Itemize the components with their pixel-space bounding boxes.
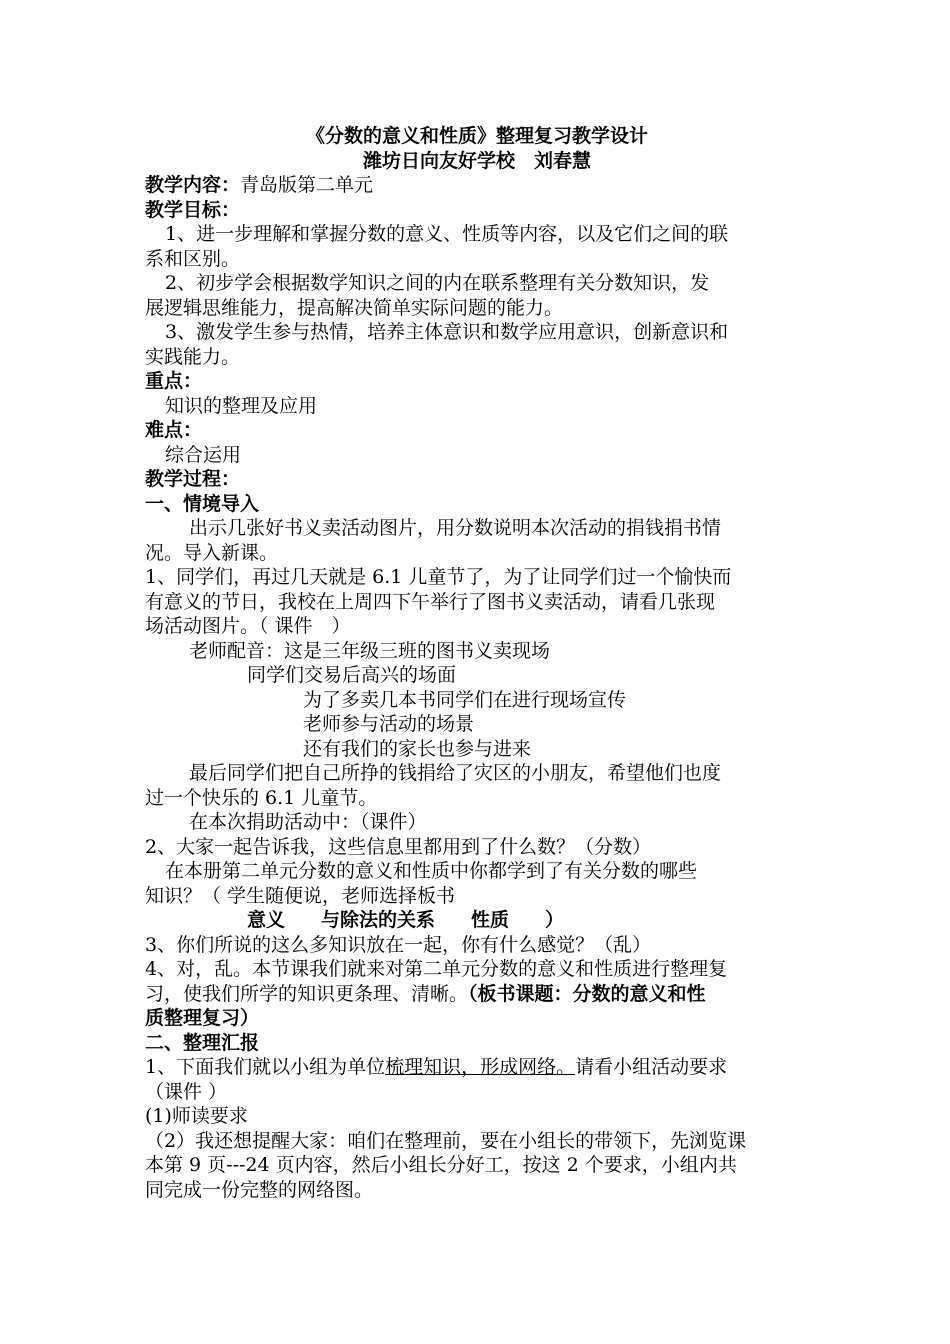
section-2-p1-underlined: 梳理知识，形成网络。 [385,1056,576,1078]
step-2-line-3: 同完成一份完整的网络图。 [145,1178,374,1201]
scene-line-4: 还有我们的家长也参与进来 [303,737,532,760]
donation-line-1: 最后同学们把自己所挣的钱捐给了灾区的小朋友，希望他们也度 [189,762,722,784]
section-2-p1-before: 1、下面我们就以小组为单位 [145,1056,386,1078]
goals-label: 教学目标： [145,198,241,221]
goal-2-line-1: 2、初步学会根据数学知识之间的内在联系整理有关分数知识，发 [165,272,710,294]
section-2-paragraph-1 [145,1055,809,1080]
content-text: 青岛版第二单元 [240,174,374,196]
paragraph-1-line-1: 1、同学们，再过几天就是 6.1 儿童节了，为了让同学们过一个愉快而 [145,566,732,588]
section-1-heading: 一、情境导入 [145,492,260,515]
step-2-line-2: 本第 9 页---24 页内容，然后小组长分好工，按这 2 个要求，小组内共 [145,1154,737,1176]
goal-3-line-1: 3、激发学生参与热情，培养主体意识和数学应用意识，创新意识和 [165,321,729,343]
paragraph-1-line-3: 场活动图片。（ 课件 ） [145,615,351,637]
difficulty-label: 难点： [145,419,203,441]
section-2-p1-line-2: （课件 ） [145,1080,228,1103]
section-2-p1-after: 请看小组活动要求 [575,1056,728,1078]
board-close-paren: ） [545,909,565,931]
board-item-property: 性质 [471,909,510,931]
scene-line-1: 同学们交易后高兴的场面 [247,664,457,686]
step-1-line: (1)师读要求 [145,1105,248,1127]
scene-line-2: 为了多卖几本书同学们在进行现场宣传 [303,688,627,711]
in-activity-line: 在本次捐助活动中：（课件） [189,811,427,833]
intro-line-2: 况。导入新课。 [145,541,279,564]
paragraph-4-line-1: 4、对，乱。本节课我们就来对第二单元分数的意义和性质进行整理复 [145,958,728,980]
board-title-part-1: （板书课题：分数的意义和性 [468,982,706,1005]
intro-line-1: 出示几张好书义卖活动图片，用分数说明本次活动的捐钱捐书情 [189,517,722,539]
difficulty-text: 综合运用 [165,443,242,466]
board-item-meaning: 意义 [247,909,286,931]
paragraph-2-line: 2、大家一起告诉我，这些信息里都用到了什么数？（分数） [145,835,652,858]
goal-3-line-2: 实践能力。 [145,345,241,368]
paragraph-4-line-2 [145,982,809,1007]
paragraph-1-line-2: 有意义的节日，我校在上周四下午举行了图书义卖活动，请看几张现 [145,590,716,613]
board-topics-line [145,908,809,933]
goal-2-line-2: 展逻辑思维能力，提高解决简单实际问题的能力。 [145,296,564,319]
donation-line-2: 过一个快乐的 6.1 儿童节。 [145,786,378,809]
goal-1-line-1: 1、进一步理解和掌握分数的意义、性质等内容，以及它们之间的联 [165,223,729,245]
board-item-division: 与除法的关系 [321,909,436,931]
key-point-label: 重点： [145,370,203,392]
section-2-heading: 二、整理汇报 [145,1031,260,1054]
content-row [145,173,809,198]
scene-line-3: 老师参与活动的场景 [303,713,475,735]
paragraph-3-line: 3、你们所说的这么多知识放在一起，你有什么感觉？（乱） [145,933,652,956]
document-title: 《分数的意义和性质》整理复习教学设计 [305,125,648,147]
key-point-text: 知识的整理及应用 [165,394,318,417]
author-line: 潍坊日向友好学校 刘春慧 [362,149,591,172]
goal-1-line-2: 系和区别。 [145,247,241,270]
paragraph-2b-line-1: 在本册第二单元分数的意义和性质中你都学到了有关分数的哪些 [165,860,698,882]
voiceover-line: 老师配音：这是三年级三班的图书义卖现场 [189,639,551,662]
paragraph-4-normal-text: 习，使我们所学的知识更条理、清晰。 [145,982,469,1005]
document-body [145,124,809,1202]
content-label: 教学内容： [145,174,241,196]
board-title-part-2: 质整理复习） [145,1007,260,1029]
step-2-line-1: （2）我还想提醒大家：咱们在整理前，要在小组长的带领下，先浏览课 [145,1129,747,1152]
process-label: 教学过程： [145,468,241,490]
paragraph-2b-line-2: 知识？（ 学生随便说，老师选择板书 [145,884,456,907]
